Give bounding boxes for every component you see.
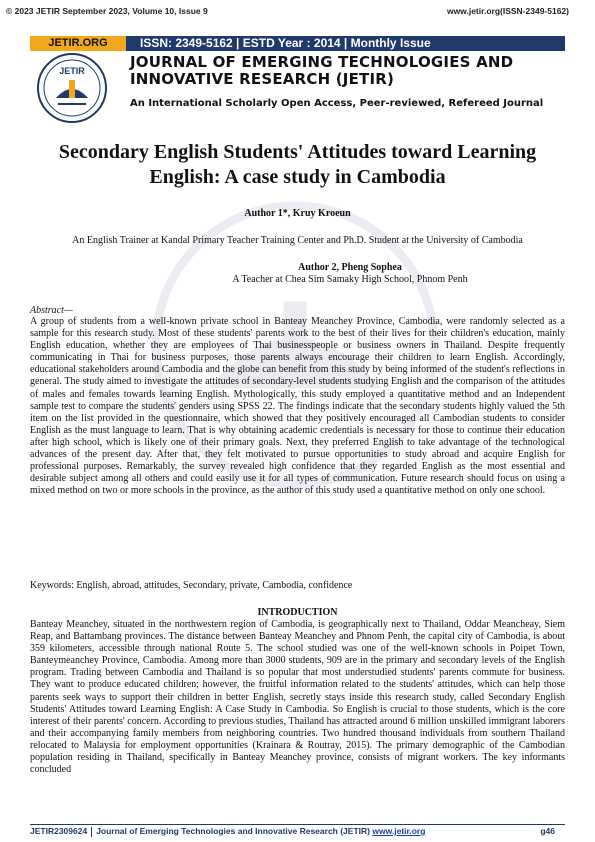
issn-line: ISSN: 2349-5162 | ESTD Year : 2014 | Monthly Issue (140, 36, 431, 50)
author-1: Author 1*, Kruy Kroeun (244, 208, 351, 219)
header-journal-url[interactable]: www.jetir.org(ISSN-2349-5162) (446, 6, 569, 16)
footer-journal-name: Journal of Emerging Technologies and Innovative Research (JETIR) (96, 826, 370, 836)
paper-id: JETIR2309624 (30, 826, 88, 836)
jetir-org-tag: JETIR.ORG (30, 36, 126, 51)
abstract-label: Abstract— (30, 305, 73, 316)
header-issue-info: © 2023 JETIR September 2023, Volume 10, Issue 9 (6, 6, 208, 16)
introduction-heading: INTRODUCTION (257, 607, 338, 618)
affiliation-2: A Teacher at Chea Sim Samaky High School, Phnom Penh (232, 274, 468, 285)
abstract-text: A group of students from a well-known private school in Banteay Meanchey Province, Cambodia, were randomly selected as a sample for this research study. Most of these students' parents work to the best of their lives for their children's education, mainly English education, whether they are employees of Thai businesspeople or business owners in Thailand. Despite frequently communicating in Thai for business purposes, those parents always encourage their children to learn English. Accordingly, educational stakeholders around Cambodia and the globe can benefit from this study by being informed of the student's reflections in general. The study aimed to investigate the attitudes of secondary-level students studying English and the comparison of the attitudes of males and females towards learning English. Mythologically, this study employed a quantitative method and an Independent sample test to compare the students' genders using SPSS 22. The findings indicate that the secondary students highly valued the 5th item on the list provided in the questionnaire, which showed that they positively encouraged all Cambodian students to consider English as the must language to learn. That is why obtaining academic credentials is necessary for those to continue their education after high school, which is likely one of their primary goals. Next, they preferred English to take advantage of the technological advances of the present day. After that, they felt motivated to pursue opportunities to study abroad and acquire English for professional purposes. Remarkably, the survey revealed high confidence that they regarded English as the most essential and desirable subject among all others and could easily use it for all types of communication. Future research should focus on using a mixed method on two or more schools in the province, as the author of this study used a quantitative method on only one school. (30, 316, 565, 497)
author-2: Author 2, Pheng Sophea (298, 262, 402, 273)
logo-text: JETIR (59, 66, 85, 76)
footer-journal-link[interactable]: www.jetir.org (372, 826, 426, 836)
paper-title: Secondary English Students' Attitudes toward Learning English: A case study in Cambodia (58, 141, 537, 188)
page-footer (30, 826, 565, 837)
jetir-logo-icon (36, 52, 108, 124)
introduction-text: Banteay Meanchey, situated in the northwestern region of Cambodia, is geographically next to Thailand, Oddar Meancheay, Siem Reap, and Battambang provinces. The distance between Banteay Meanchey and Phnom Penh, the capital city of Cambodia, is about 359 kilometers, accessible through national Route 5. The school studied was one of the well-known schools in Poipet Town, Banteymeanchey Province, Cambodia. Among more than 3000 students, 909 are in the primary and secondary levels of the English program. Trading between Cambodia and Thailand is so popular that most understudied students' parents commute for business. They want to produce educated children; however, the fruitful information related to the students' attitudes, which can help those parents seek ways to support their children in better English, secretly stays inside this research study, called Secondary English Students' Attitudes toward Learning English: A Case Study in Cambodia. So English is crucial to those students, which is the core interest of their parents' concern. According to previous studies, Thailand has attracted around 6 million unskilled immigrant laborers and their accompanying family members from neighboring countries. Two hundred thousand individuals from southern Thailand relocated to Malaysia for employment opportunities (Krainara & Routray, 2015). The primary demographic of the Cambodian population residing in Thailand, specifically in Banteay Meanchey province, consists of migrant workers. The key informants concluded (30, 619, 565, 776)
footer-separator (91, 827, 92, 837)
page-number: g46 (540, 826, 555, 836)
journal-subtitle: An International Scholarly Open Access, Peer-reviewed, Refereed Journal (130, 98, 544, 109)
footer-divider (30, 824, 565, 825)
keywords: Keywords: English, abroad, attitudes, Secondary, private, Cambodia, confidence (30, 580, 353, 591)
running-header (0, 0, 595, 22)
journal-title: JOURNAL OF EMERGING TECHNOLOGIES AND INNOVATIVE RESEARCH (JETIR) (130, 53, 514, 88)
affiliation-1: An English Trainer at Kandal Primary Teacher Training Center and Ph.D. Student at the University of Cambodia (72, 235, 523, 246)
journal-banner (30, 36, 565, 51)
